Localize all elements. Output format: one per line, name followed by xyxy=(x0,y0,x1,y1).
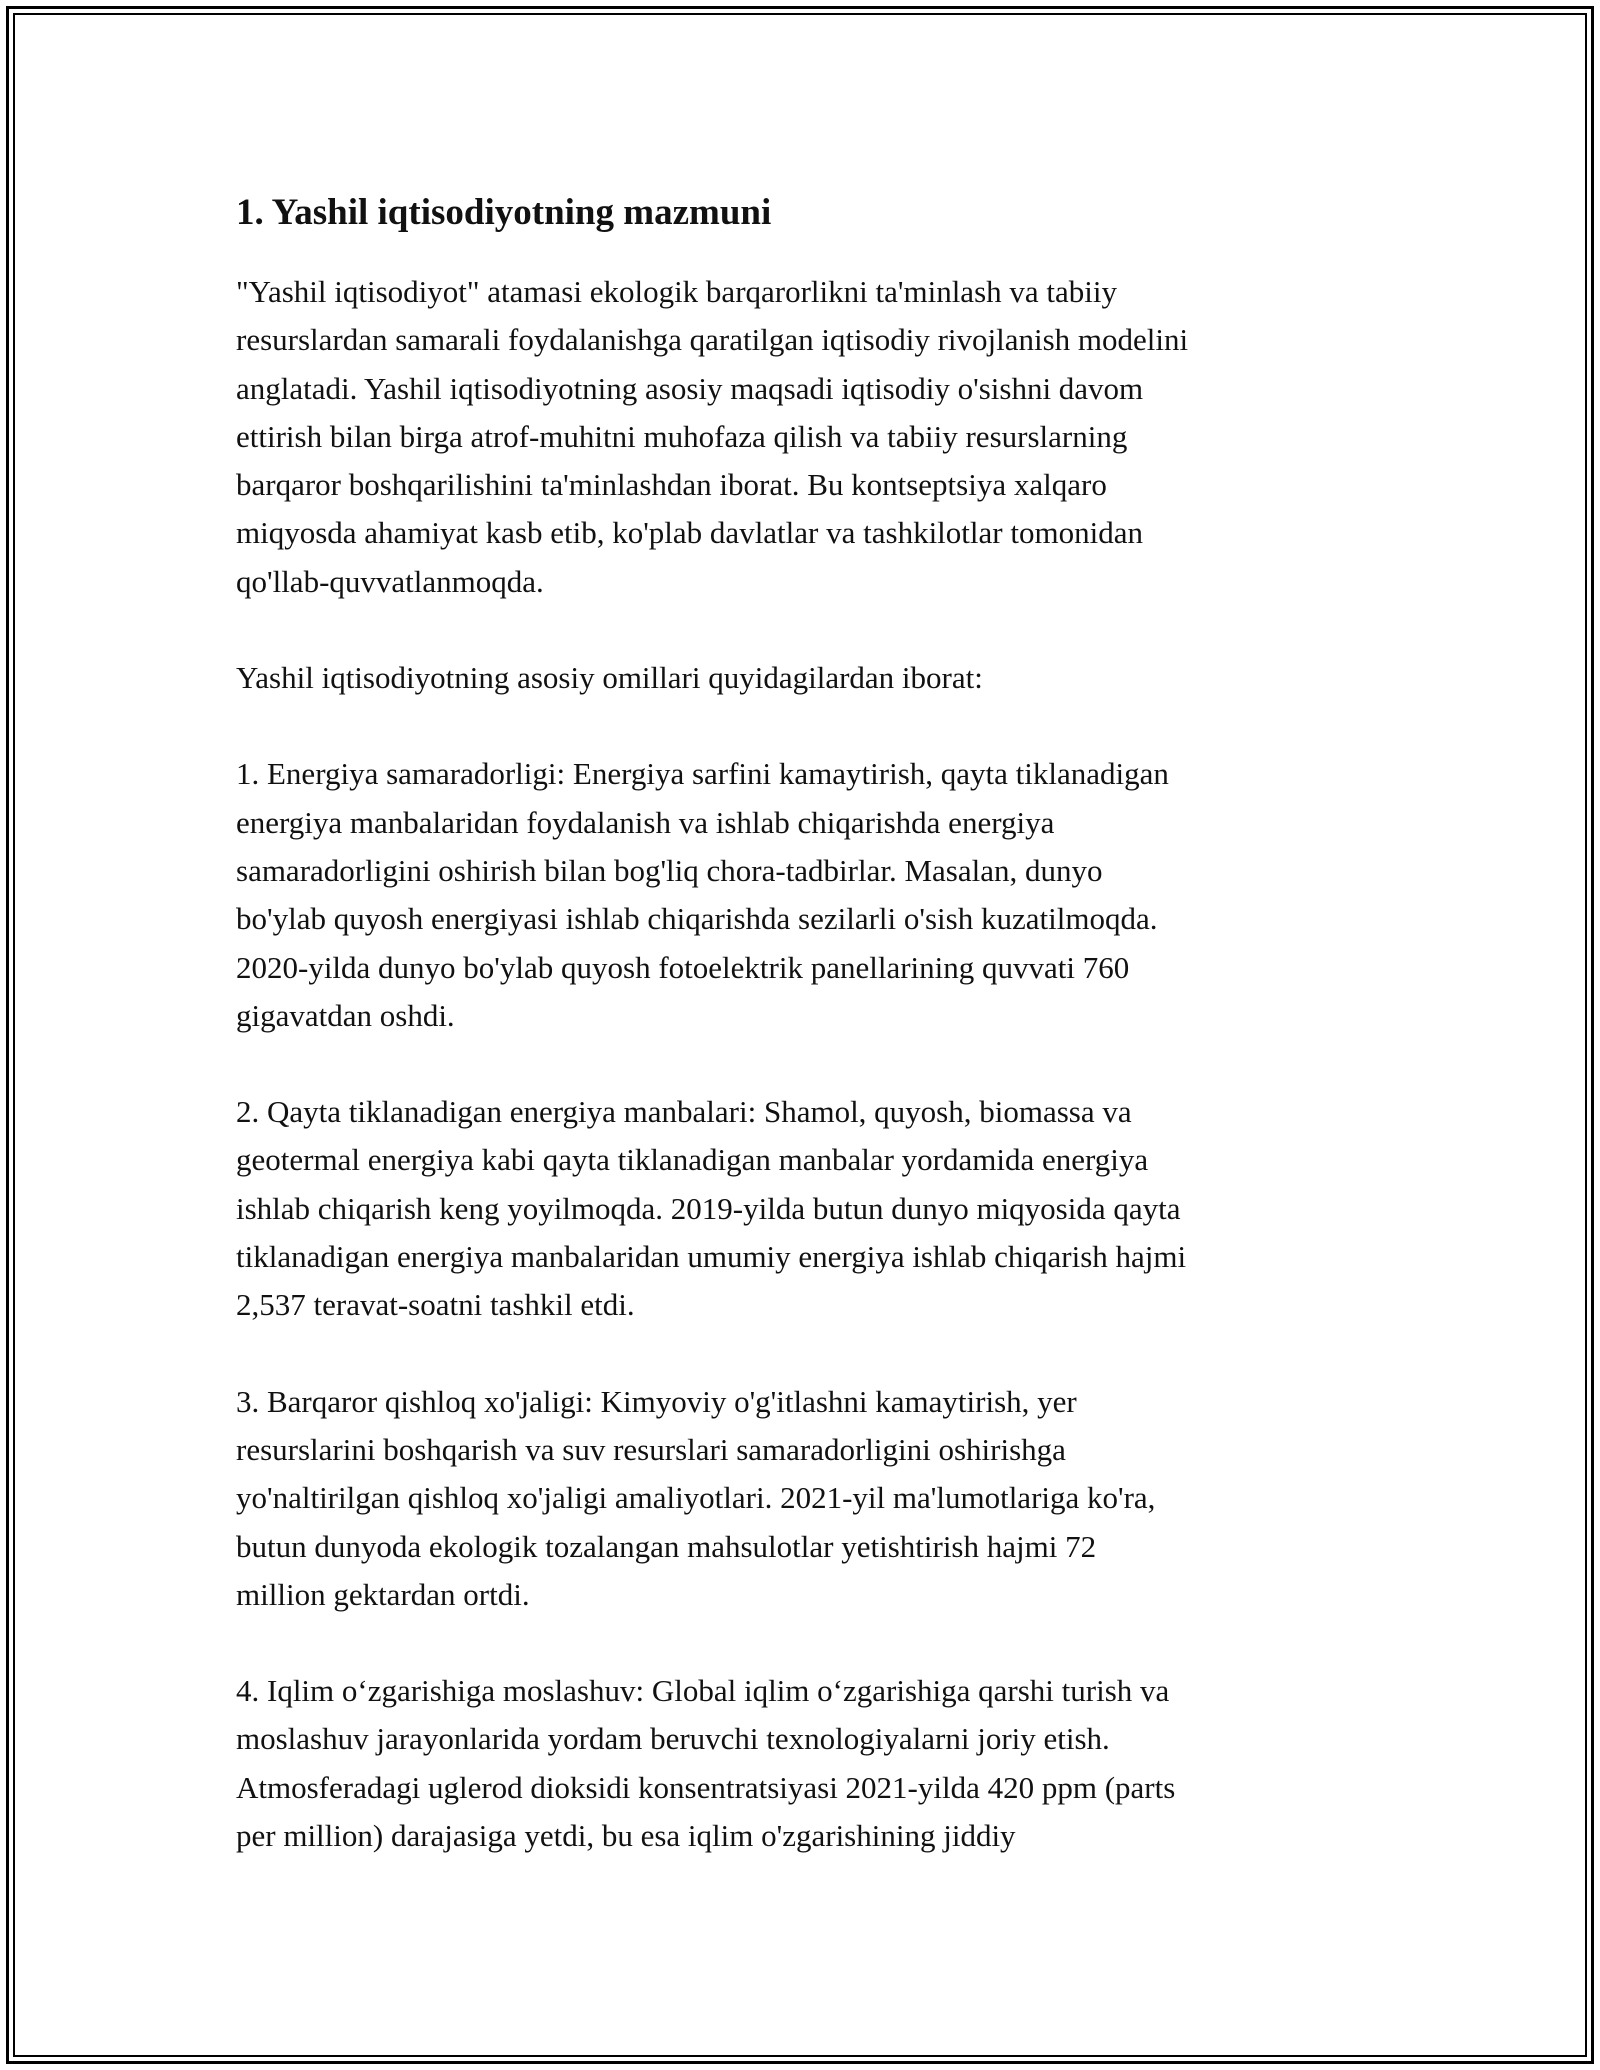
paragraph-intro: "Yashil iqtisodiyot" atamasi ekologik barqarorlikni ta'minlash va tabiiy resurslardan samarali foydalanishga qaratilgan iqtisodiy rivojlanish modelini anglatadi. Yashil iqtisodiyotning asosiy maqsadi iqtisodiy o'sishni davom ettirish bilan birga atrof-muhitni muhofaza qilish va tabiiy resurslarning barqaror boshqarilishini ta'minlashdan iborat. Bu kontseptsiya xalqaro miqyosda ahamiyat kasb etib, ko'plab davlatlar va tashkilotlar tomonidan qo'llab-quvvatlanmoqda. xyxy=(236,274,1189,599)
paragraph-renewable-energy: 2. Qayta tiklanadigan energiya manbalari: Shamol, quyosh, biomassa va geotermal energiya kabi qayta tiklanadigan manbalar yordamida energiya ishlab chiqarish keng yoyilmoqda. 2019-yilda butun dunyo miqyosida qayta tiklanadigan energiya manbalaridan umumiy energiya ishlab chiqarish hajmi 2,537 teravat-soatni tashkil etdi. xyxy=(236,1094,1187,1323)
document-body xyxy=(236,188,1376,1908)
paragraph-energy-efficiency: 1. Energiya samaradorligi: Energiya sarfini kamaytirish, qayta tiklanadigan energiya manbalaridan foydalanish va ishlab chiqarishda energiya samaradorligini oshirish bilan bog'liq chora-tadbirlar. Masalan, dunyo bo'ylab quyosh energiyasi ishlab chiqarishda sezilarli o'sish kuzatilmoqda. 2020-yilda dunyo bo'ylab quyosh fotoelektrik panellarining quvvati 760 gigavatdan oshdi. xyxy=(236,756,1169,1033)
paragraph-climate-adaptation: 4. Iqlim o‘zgarishiga moslashuv: Global iqlim o‘zgarishiga qarshi turish va moslashuv jarayonlarida yordam beruvchi texnologiyalarni joriy etish. Atmosferadagi uglerod dioksidi konsentratsiyasi 2021-yilda 420 ppm (parts per million) darajasiga yetdi, bu esa iqlim o'zgarishining jiddiy xyxy=(236,1673,1176,1854)
paragraph-sustainable-agriculture: 3. Barqaror qishloq xo'jaligi: Kimyoviy o'g'itlashni kamaytirish, yer resurslarini boshqarish va suv resurslari samaradorligini oshirishga yo'naltirilgan qishloq xo'jaligi amaliyotlari. 2021-yil ma'lumotlariga ko'ra, butun dunyoda ekologik tozalangan mahsulotlar yetishtirish hajmi 72 million gektardan ortdi. xyxy=(236,1383,1156,1612)
section-title: 1. Yashil iqtisodiyotning mazmuni xyxy=(236,192,772,233)
paragraph-factors-lead: Yashil iqtisodiyotning asosiy omillari quyidagilardan iborat: xyxy=(236,660,983,696)
